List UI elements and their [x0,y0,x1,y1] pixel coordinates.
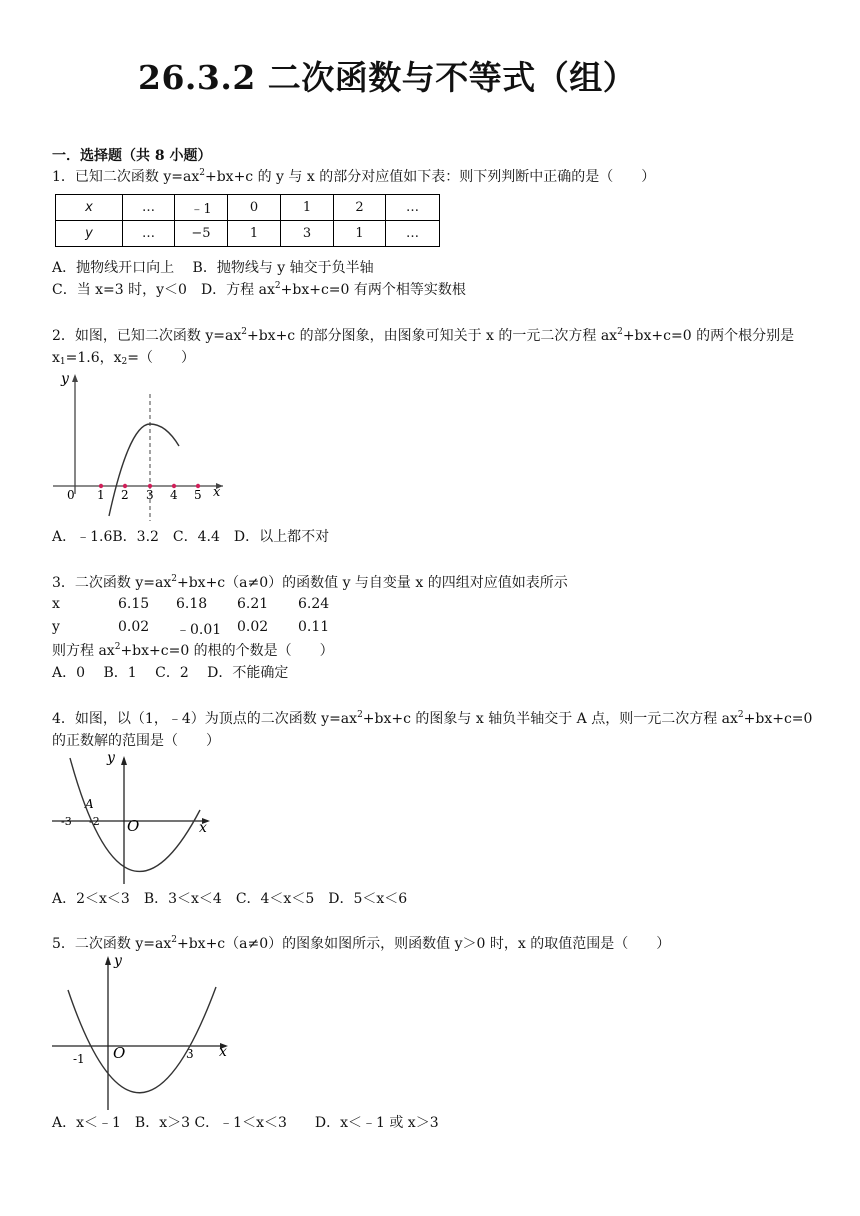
q4-stem-b: +bx+c 的图象与 x 轴负半轴交于 A 点，则一元二次方程 ax [362,711,738,727]
table-cell: 0.11 [298,619,330,635]
q2-options: A．﹣1.6B．3.2 C．4.4 D．以上都不对 [52,529,330,545]
y-arrow-icon [72,374,78,382]
exponent: 2 [274,281,281,291]
table-cell: y [52,619,60,635]
x-label: x [213,485,221,500]
table-cell: ﹣1 [175,195,228,221]
q3-stem-b: +bx+c（a≠0）的函数值 y 与自变量 x 的四组对应值如表所示 [176,575,568,591]
x-label: x [199,820,207,836]
x-label: x [219,1044,227,1060]
exponent: 2 [171,935,177,945]
table-cell: 1 [228,221,281,247]
q1-opt-a: C．当 x=3 时，y＜0 D．方程 ax [52,282,275,298]
q4-graph [48,750,223,885]
origin-label: O [113,1044,126,1062]
q2-x: x [52,350,60,366]
table-cell: 0.02 [237,619,269,635]
y-arrow-icon [105,956,111,965]
q4-stem2: 的正数解的范围是（ ） [52,733,220,749]
origin-label: O [127,817,140,835]
table-cell: 6.18 [176,596,208,612]
tick-label: -2 [89,815,100,828]
table-cell: 6.15 [118,596,150,612]
point-a-label: A [85,797,94,811]
parabola [109,424,179,516]
table-cell: y [56,221,123,247]
table-cell: ﹣0.01 [176,622,222,638]
origin-label: 0 [67,488,75,502]
x-tick-label: 5 [194,488,202,502]
table-cell: … [386,221,440,247]
q5-stem-b: +bx+c（a≠0）的图象如图所示，则函数值 y＞0 时，x 的取值范围是（ ） [176,936,671,952]
q2-stem2 [52,348,195,368]
table-cell: … [123,195,175,221]
exponent: 2 [114,642,121,652]
root-label-left: -1 [73,1052,85,1066]
exponent: 2 [737,710,744,720]
q3-options: A．0 B．1 C．2 D．不能确定 [52,665,289,681]
table-cell: −5 [175,221,228,247]
q3-stem2-b: +bx+c=0 的根的个数是（ ） [120,643,334,659]
q1-opt-b: +bx+c=0 有两个相等实数根 [280,282,466,298]
y-label: y [107,750,115,766]
table-cell: … [123,221,175,247]
table-cell: 6.21 [237,596,269,612]
q5-stem-a: 5．二次函数 y=ax [52,936,172,952]
table-cell: 1 [281,195,334,221]
q1-stem-b: +bx+c 的 y 与 x 的部分对应值如下表：则下列判断中正确的是（ ） [204,169,656,185]
q2-stem-c: +bx+c=0 的两个根分别是 [622,328,795,344]
q2-stem-b: +bx+c 的部分图象，由图象可知关于 x 的一元二次方程 ax [246,328,618,344]
exponent: 2 [241,327,247,337]
root-label-right: 3 [186,1047,194,1061]
x-tick-label: 3 [146,488,154,502]
table-cell: 3 [281,221,334,247]
table-cell: 6.24 [298,596,330,612]
parabola [70,758,200,871]
q5-stem [52,934,670,954]
x-tick-label: 1 [97,488,105,502]
y-label: y [114,953,122,969]
q1-options-line2 [52,280,466,300]
q4-options: A．2＜x＜3 B．3＜x＜4 C．4＜x＜5 D．5＜x＜6 [52,891,408,907]
page-title: 26.3.2 二次函数与不等式（组） [138,58,637,97]
table-cell: 0.02 [118,619,150,635]
exponent: 2 [171,574,177,584]
y-label: y [61,371,69,387]
subscript: 2 [121,357,128,367]
exponent: 2 [617,327,623,337]
q5-options: A．x＜﹣1 B．x＞3 C．﹣1＜x＜3 D．x＜﹣1 或 x＞3 [52,1115,439,1131]
q2-x1-value: =1.6，x [65,350,122,366]
x-tick-label: 2 [121,488,129,502]
q1-stem-a: 1．已知二次函数 y=ax [52,169,200,185]
x-tick-label: 4 [170,488,178,502]
parabola [68,987,216,1093]
q1-stem [52,167,655,187]
q4-stem [52,709,812,729]
q2-graph [45,366,235,524]
q5-graph [48,952,238,1112]
exponent: 2 [199,168,205,178]
table-row [56,195,440,221]
section-heading: 一．选择题（共 8 小题） [52,148,212,164]
q4-stem-a: 4．如图，以（1，﹣4）为顶点的二次函数 y=ax [52,711,358,727]
q3-stem-a: 3．二次函数 y=ax [52,575,172,591]
exponent: 2 [357,710,363,720]
table-cell: 0 [228,195,281,221]
table-cell: … [386,195,440,221]
q3-stem2 [52,641,334,661]
subscript: 1 [59,357,66,367]
table-row [56,221,440,247]
table-cell: 1 [334,221,386,247]
q2-x2-blank: =（ ） [127,350,195,366]
q1-table [55,194,440,247]
q3-stem2-a: 则方程 ax [52,643,115,659]
q3-stem [52,573,568,593]
q4-stem-c: +bx+c=0 [743,711,813,727]
y-arrow-icon [121,756,127,765]
tick-label: -3 [61,815,72,828]
q1-options-line1: A．抛物线开口向上 B．抛物线与 y 轴交于负半轴 [52,260,374,276]
q2-stem-a: 2．如图，已知二次函数 y=ax [52,328,242,344]
q2-stem [52,326,794,346]
table-cell: x [52,596,60,612]
table-cell: x [56,195,123,221]
table-cell: 2 [334,195,386,221]
